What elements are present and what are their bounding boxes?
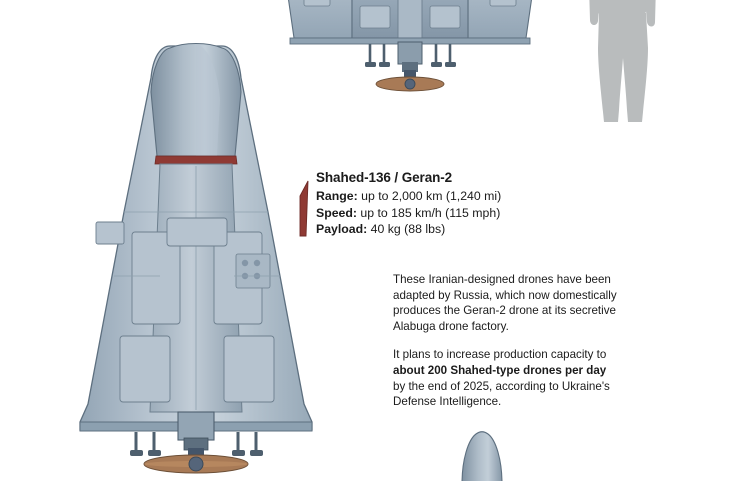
human-scale-silhouette [566, 0, 696, 126]
spec-range-value: up to 2,000 km (1,240 mi) [357, 189, 502, 203]
paragraph-two-emphasis: about 200 Shahed-type drones per day [393, 363, 607, 377]
spec-range [316, 188, 546, 205]
spec-payload-label: Payload: [316, 222, 368, 236]
spec-speed [316, 205, 546, 222]
paragraph-two-tail: by the end of 2025, according to Ukraine's Defense Intelligence. [393, 379, 610, 409]
paragraph-two [393, 347, 619, 409]
spec-payload [316, 221, 546, 238]
spec-speed-value: up to 185 km/h (115 mph) [357, 205, 501, 220]
spec-block [316, 170, 546, 238]
description-block [393, 272, 619, 410]
spec-range-label: Range: [316, 189, 358, 203]
spec-payload-value: 40 kg (88 lbs) [367, 222, 446, 236]
paragraph-one: These Iranian-designed drones have been adapted by Russia, which now domestically produces the Geran-2 drone at its secretive Alabuga drone factory. [393, 273, 617, 333]
drone-title: Shahed-136 / Geran-2 [316, 170, 453, 185]
spec-speed-label: Speed: [316, 205, 357, 220]
drone-nose-detail [452, 430, 512, 481]
drone-main-planform [36, 36, 356, 466]
paragraph-two-lead: It plans to increase production capacity to [393, 348, 607, 362]
